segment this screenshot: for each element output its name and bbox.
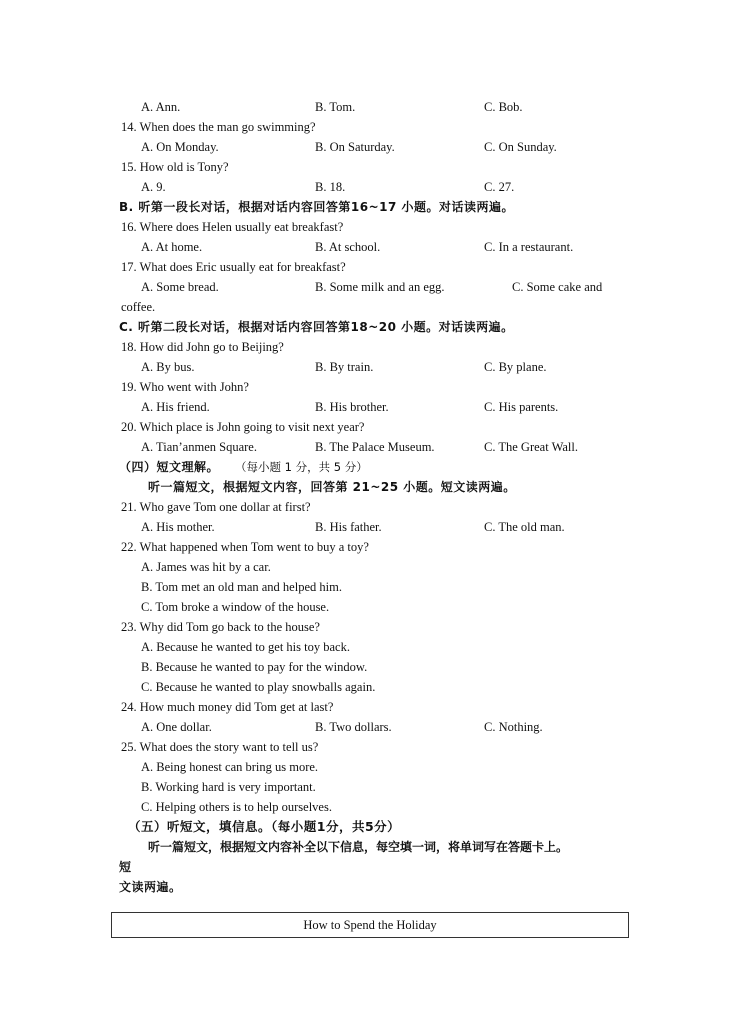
question-16: 16. Where does Helen usually eat breakfast? bbox=[121, 220, 344, 234]
option-a: A. His friend. bbox=[141, 400, 210, 414]
option-b: B. Some milk and an egg. bbox=[315, 280, 445, 294]
option-b: B. The Palace Museum. bbox=[315, 440, 435, 454]
option-c: C. Helping others is to help ourselves. bbox=[141, 800, 332, 814]
info-table bbox=[111, 912, 629, 938]
option-c: C. Bob. bbox=[484, 100, 523, 114]
option-a: A. Some bread. bbox=[141, 280, 219, 294]
question-25: 25. What does the story want to tell us? bbox=[121, 740, 319, 754]
option-c: C. The old man. bbox=[484, 520, 565, 534]
option-b: B. His brother. bbox=[315, 400, 389, 414]
option-a: A. James was hit by a car. bbox=[141, 560, 271, 574]
section-5-instruction: 听一篇短文，根据短文内容补全以下信息，每空填一词，将单词写在答题卡上。 bbox=[148, 840, 569, 854]
option-a: A. At home. bbox=[141, 240, 203, 254]
option-a: A. Tian’anmen Square. bbox=[141, 440, 257, 454]
question-24: 24. How much money did Tom get at last? bbox=[121, 700, 334, 714]
option-b: B. His father. bbox=[315, 520, 382, 534]
section-4-instruction: 听一篇短文，根据短文内容，回答第 21~25 小题。短文读两遍。 bbox=[148, 480, 516, 494]
question-19: 19. Who went with John? bbox=[121, 380, 249, 394]
question-15: 15. How old is Tony? bbox=[121, 160, 229, 174]
option-b: B. By train. bbox=[315, 360, 374, 374]
option-c: C. In a restaurant. bbox=[484, 240, 574, 254]
question-17: 17. What does Eric usually eat for breakfast? bbox=[121, 260, 346, 274]
option-c: C. By plane. bbox=[484, 360, 547, 374]
option-a: A. His mother. bbox=[141, 520, 215, 534]
option-a: A. Because he wanted to get his toy back. bbox=[141, 640, 350, 654]
option-b: B. Tom met an old man and helped him. bbox=[141, 580, 342, 594]
option-b: B. Because he wanted to pay for the window. bbox=[141, 660, 368, 674]
option-a: A. Ann. bbox=[141, 100, 181, 114]
option-b: B. At school. bbox=[315, 240, 381, 254]
question-21: 21. Who gave Tom one dollar at first? bbox=[121, 500, 311, 514]
section-4-title: （四）短文理解。 bbox=[119, 460, 220, 474]
section-c-instruction: C. 听第二段长对话，根据对话内容回答第18~20 小题。对话读两遍。 bbox=[119, 320, 514, 334]
section-5-instruction-end: 文读两遍。 bbox=[119, 880, 182, 894]
option-c: C. The Great Wall. bbox=[484, 440, 578, 454]
question-14: 14. When does the man go swimming? bbox=[121, 120, 316, 134]
option-b: B. 18. bbox=[315, 180, 346, 194]
option-c: C. On Sunday. bbox=[484, 140, 557, 154]
option-a: A. One dollar. bbox=[141, 720, 212, 734]
option-c: C. Tom broke a window of the house. bbox=[141, 600, 330, 614]
section-b-instruction: B. 听第一段长对话，根据对话内容回答第16~17 小题。对话读两遍。 bbox=[119, 200, 515, 214]
option-b: B. Two dollars. bbox=[315, 720, 392, 734]
question-20: 20. Which place is John going to visit next year? bbox=[121, 420, 365, 434]
question-22: 22. What happened when Tom went to buy a toy? bbox=[121, 540, 369, 554]
option-c-continued: coffee. bbox=[121, 300, 156, 314]
option-b: B. Working hard is very important. bbox=[141, 780, 316, 794]
option-c: C. His parents. bbox=[484, 400, 559, 414]
option-c: C. Some cake and bbox=[512, 280, 603, 294]
section-5-title: （五）听短文，填信息。（每小题1分，共5分） bbox=[128, 819, 401, 834]
option-a: A. On Monday. bbox=[141, 140, 219, 154]
question-18: 18. How did John go to Beijing? bbox=[121, 340, 284, 354]
option-a: A. By bus. bbox=[141, 360, 195, 374]
option-b: B. Tom. bbox=[315, 100, 356, 114]
section-5-instruction-wrap: 短 bbox=[119, 860, 132, 874]
option-c: C. Nothing. bbox=[484, 720, 543, 734]
option-a: A. 9. bbox=[141, 180, 166, 194]
option-b: B. On Saturday. bbox=[315, 140, 395, 154]
option-c: C. 27. bbox=[484, 180, 515, 194]
question-23: 23. Why did Tom go back to the house? bbox=[121, 620, 320, 634]
table-title: How to Spend the Holiday bbox=[303, 918, 437, 932]
section-4-score-note: （每小题 1 分，共 5 分） bbox=[235, 460, 368, 474]
option-a: A. Being honest can bring us more. bbox=[141, 760, 319, 774]
option-c: C. Because he wanted to play snowballs again. bbox=[141, 680, 376, 694]
